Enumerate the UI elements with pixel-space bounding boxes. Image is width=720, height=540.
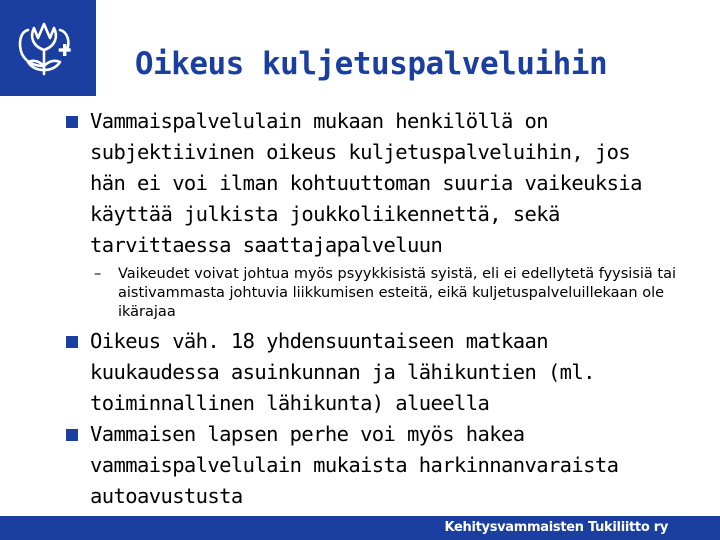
dash-marker: –: [94, 266, 102, 282]
bullet-text: Vammaisen lapsen perhe voi myös hakea vammaispalvelulain mukaista harkinnanvaraista autoavustusta: [90, 422, 619, 508]
square-bullet-icon: [66, 429, 78, 441]
tulip-cross-logo-icon: [0, 0, 96, 96]
footer-bar: [0, 516, 720, 540]
bullet-item: [62, 326, 662, 419]
bullet-item: [62, 419, 662, 512]
slide-content: [62, 106, 677, 512]
bullet-text: Oikeus väh. 18 yhdensuuntaiseen matkaan kuukaudessa asuinkunnan ja lähikuntien (ml. toiminnallinen lähikunta) alueella: [90, 329, 595, 415]
bullet-item: [62, 106, 662, 261]
square-bullet-icon: [66, 116, 78, 128]
slide-title: Oikeus kuljetuspalveluihin: [134, 46, 608, 82]
sub-bullet-text: Vaikeudet voivat johtua myös psyykkisistä syistä, eli ei edellytetä fyysisiä tai aistivammasta johtuvia liikkumisen esteitä, eikä kuljetuspalveluillekaan ole ikärajaa: [118, 266, 677, 320]
footer-organization: Kehitysvammaisten Tukiliitto ry: [444, 520, 668, 535]
sub-bullet-item: [62, 265, 688, 322]
bullet-text: Vammaispalvelulain mukaan henkilöllä on subjektiivinen oikeus kuljetuspalveluihin, jos hän ei voi ilman kohtuuttoman suuria vaikeuksia käyttää julkista joukkoliikennettä, sekä tarvittaessa saattajapalveluun: [90, 109, 642, 257]
logo: [0, 0, 96, 96]
square-bullet-icon: [66, 336, 78, 348]
